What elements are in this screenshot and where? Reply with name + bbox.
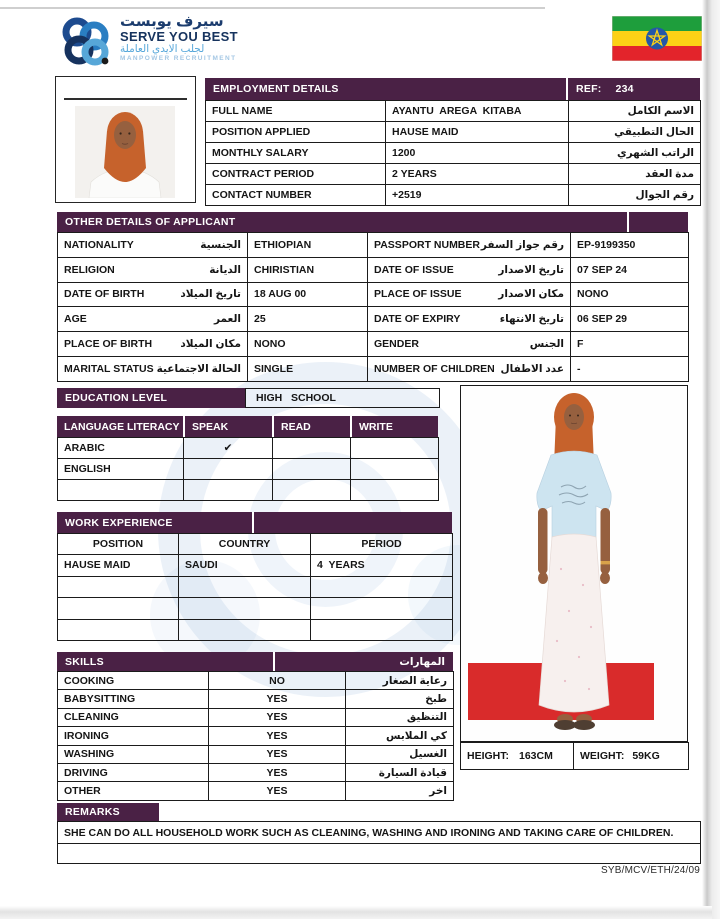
height-weight-table [460, 742, 689, 770]
skill-name-arabic: اخر [346, 782, 454, 800]
column-header: PERIOD [311, 534, 453, 555]
position-cell [58, 619, 179, 641]
weight-cell [574, 743, 689, 770]
document-code: SYB/MCV/ETH/24/09 [601, 865, 700, 876]
scan-edge-top [0, 7, 545, 9]
scan-edge-right [702, 0, 720, 919]
field-label-cell [368, 233, 571, 258]
field-label-cell [58, 282, 248, 307]
employment-details-header [205, 78, 566, 100]
country-cell [179, 598, 311, 620]
read-cell [273, 438, 351, 459]
skill-value: NO [209, 672, 346, 690]
table-row [58, 619, 453, 641]
table-row [58, 690, 454, 708]
field-label: NATIONALITY [64, 238, 134, 251]
period-cell [311, 619, 453, 641]
field-label: PLACE OF ISSUE [374, 288, 462, 301]
field-label-arabic: مكان الميلاد [180, 338, 241, 351]
field-label: CONTRACT PERIOD [206, 164, 386, 185]
remarks-empty-row [58, 844, 701, 864]
field-value: +2519 [386, 185, 569, 206]
position-cell [58, 576, 179, 598]
language-literacy-table [57, 437, 439, 501]
other-details-title: OTHER DETAILS OF APPLICANT [65, 216, 236, 228]
field-label-cell [368, 282, 571, 307]
field-label-arabic: رقم الجوال [569, 185, 701, 206]
country-cell [179, 576, 311, 598]
field-label-cell [58, 233, 248, 258]
field-label: RELIGION [64, 263, 115, 276]
table-row [58, 307, 689, 332]
table-row [206, 185, 701, 206]
table-row [58, 708, 454, 726]
skill-name-arabic: رعاية الصغار [346, 672, 454, 690]
table-row [58, 282, 689, 307]
field-label-arabic: مكان الاصدار [498, 288, 564, 301]
field-label-cell [368, 356, 571, 381]
field-value: AYANTU AREGA KITABA [386, 101, 569, 122]
speak-cell [184, 480, 273, 501]
write-cell [351, 480, 439, 501]
table-row [58, 763, 454, 781]
write-cell [351, 438, 439, 459]
language-name: ENGLISH [58, 459, 184, 480]
period-cell [311, 576, 453, 598]
field-label-arabic: الراتب الشهري [569, 143, 701, 164]
education-level-label: EDUCATION LEVEL [65, 392, 168, 404]
position-cell [58, 598, 179, 620]
education-level-header [57, 388, 245, 408]
skill-name: IRONING [58, 727, 209, 745]
country-cell: SAUDI [179, 555, 311, 577]
column-header: POSITION [58, 534, 179, 555]
employment-details-table [205, 100, 701, 206]
field-label: DATE OF ISSUE [374, 263, 454, 276]
field-label-arabic: الحال التطبيقي [569, 122, 701, 143]
skill-value: YES [209, 690, 346, 708]
field-value: ETHIOPIAN [248, 233, 368, 258]
table-row [58, 257, 689, 282]
ethiopia-flag [612, 16, 702, 61]
table-row [206, 101, 701, 122]
table-row [58, 438, 439, 459]
remarks-table [57, 821, 701, 864]
column-header: COUNTRY [179, 534, 311, 555]
work-experience-title: WORK EXPERIENCE [65, 516, 173, 529]
table-row [206, 164, 701, 185]
skill-name-arabic: طبخ [346, 690, 454, 708]
field-label-cell [58, 257, 248, 282]
header-divider [273, 652, 275, 671]
read-cell [273, 480, 351, 501]
photo-box-line [64, 98, 187, 100]
table-row [58, 822, 701, 844]
column-header: READ [272, 416, 350, 437]
table-row [58, 672, 454, 690]
logo-arabic-name: سيرف يوبست [120, 13, 224, 30]
field-value: F [571, 332, 689, 357]
table-row [461, 743, 689, 770]
ref-header [568, 78, 700, 100]
table-row [58, 745, 454, 763]
field-label: PLACE OF BIRTH [64, 338, 153, 351]
education-level-value: HIGH SCHOOL [245, 388, 440, 408]
field-label: FULL NAME [206, 101, 386, 122]
field-value: CHIRISTIAN [248, 257, 368, 282]
field-value: NONO [248, 332, 368, 357]
field-value: NONO [571, 282, 689, 307]
skills-table [57, 671, 454, 801]
ref-value: 234 [615, 83, 634, 95]
table-row [58, 356, 689, 381]
skill-value: YES [209, 745, 346, 763]
ref-label: REF: [576, 83, 602, 95]
table-header-row [58, 534, 453, 555]
remarks-text: SHE CAN DO ALL HOUSEHOLD WORK SUCH AS CLEANING, WASHING AND IRONING AND TAKING CARE OF CHILDREN. [58, 822, 701, 844]
period-cell: 4 YEARS [311, 555, 453, 577]
work-experience-table [57, 533, 453, 641]
field-value: HAUSE MAID [386, 122, 569, 143]
field-label: MARITAL STATUS [64, 362, 154, 375]
speak-checkmark: ✔ [184, 438, 273, 459]
field-label-arabic: الجنسية [200, 238, 241, 251]
field-label-arabic: تاريخ الميلاد [180, 288, 241, 301]
column-header: WRITE [350, 416, 438, 437]
field-label: CONTACT NUMBER [206, 185, 386, 206]
field-label-arabic: تاريخ الانتهاء [499, 313, 564, 326]
field-label-cell [58, 307, 248, 332]
field-label: DATE OF EXPIRY [374, 313, 461, 326]
read-cell [273, 459, 351, 480]
skill-name: COOKING [58, 672, 209, 690]
field-label: DATE OF BIRTH [64, 288, 145, 301]
country-cell [179, 619, 311, 641]
column-header: LANGUAGE LITERACY [57, 416, 183, 437]
weight-label: WEIGHT: [580, 750, 625, 762]
field-value: 18 AUG 00 [248, 282, 368, 307]
skill-value: YES [209, 782, 346, 800]
field-label: AGE [64, 313, 87, 326]
applicant-fullbody-box [460, 385, 688, 742]
skill-name-arabic: قيادة السيارة [346, 763, 454, 781]
table-row [58, 480, 439, 501]
weight-value: 59KG [632, 750, 660, 762]
field-value: - [571, 356, 689, 381]
period-cell [311, 598, 453, 620]
field-value: 2 YEARS [386, 164, 569, 185]
skill-name: CLEANING [58, 708, 209, 726]
field-value: 07 SEP 24 [571, 257, 689, 282]
skill-name-arabic: الغسيل [346, 745, 454, 763]
position-cell: HAUSE MAID [58, 555, 179, 577]
skill-name-arabic: كي الملابس [346, 727, 454, 745]
skill-name-arabic: التنظيق [346, 708, 454, 726]
column-header: SPEAK [183, 416, 272, 437]
skills-title-arabic: المهارات [399, 655, 445, 668]
field-label-arabic: الحالة الاجتماعية [156, 362, 241, 375]
field-label-cell [368, 332, 571, 357]
header-divider [627, 212, 629, 232]
skill-value: YES [209, 708, 346, 726]
skill-name: OTHER [58, 782, 209, 800]
field-label-cell [58, 356, 248, 381]
table-row [206, 122, 701, 143]
remarks-title: REMARKS [65, 806, 120, 818]
scan-edge-bottom [0, 906, 712, 919]
field-label-arabic: العمر [213, 313, 241, 326]
field-label-cell [368, 257, 571, 282]
height-value: 163CM [519, 750, 553, 762]
field-label-cell [368, 307, 571, 332]
table-row [58, 332, 689, 357]
field-label-arabic: الديانة [209, 263, 241, 276]
applicant-portrait-box [55, 76, 196, 203]
skill-name: BABYSITTING [58, 690, 209, 708]
language-name: ARABIC [58, 438, 184, 459]
field-label-arabic: رقم جواز السفر [480, 238, 564, 251]
height-cell [461, 743, 574, 770]
work-experience-header [57, 512, 452, 533]
table-row [58, 782, 454, 800]
field-label: MONTHLY SALARY [206, 143, 386, 164]
logo-name: SERVE YOU BEST [120, 28, 238, 44]
table-row [206, 143, 701, 164]
serve-you-best-logo-text [120, 14, 238, 63]
skill-value: YES [209, 763, 346, 781]
language-name [58, 480, 184, 501]
field-label-arabic: الاسم الكامل [569, 101, 701, 122]
field-label: PASSPORT NUMBER [374, 238, 480, 251]
logo-tagline: MANPOWER RECRUITMENT [120, 55, 237, 63]
field-label-cell [58, 332, 248, 357]
speak-cell [184, 459, 273, 480]
field-value: SINGLE [248, 356, 368, 381]
table-row [58, 459, 439, 480]
applicant-fullbody-photo [499, 389, 649, 737]
skill-name: WASHING [58, 745, 209, 763]
field-label: GENDER [374, 338, 419, 351]
field-label-arabic: مدة العقد [569, 164, 701, 185]
field-value: 06 SEP 29 [571, 307, 689, 332]
skills-title: SKILLS [65, 655, 104, 668]
table-row [58, 844, 701, 864]
other-details-header [57, 212, 688, 232]
remarks-header [57, 803, 159, 821]
employment-details-title: EMPLOYMENT DETAILS [213, 83, 339, 95]
language-literacy-header [57, 416, 438, 437]
header-divider [252, 512, 254, 533]
skill-value: YES [209, 727, 346, 745]
serve-you-best-logo-icon [56, 13, 116, 71]
field-value: 1200 [386, 143, 569, 164]
applicant-portrait-photo [75, 106, 175, 198]
field-label: NUMBER OF CHILDREN [374, 362, 495, 375]
field-label: POSITION APPLIED [206, 122, 386, 143]
skills-header [57, 652, 453, 671]
logo-arabic-tagline: لجلب الايدي العاملة [120, 43, 205, 56]
table-row [58, 598, 453, 620]
field-value: EP-9199350 [571, 233, 689, 258]
table-row [58, 555, 453, 577]
height-label: HEIGHT: [467, 750, 509, 762]
field-label-arabic: تاريخ الاصدار [498, 263, 564, 276]
table-row [58, 727, 454, 745]
field-label-arabic: عدد الاطفال [500, 362, 564, 375]
skill-name: DRIVING [58, 763, 209, 781]
field-label-arabic: الجنس [529, 338, 564, 351]
table-row [58, 233, 689, 258]
other-details-table [57, 232, 689, 382]
table-row [58, 576, 453, 598]
field-value: 25 [248, 307, 368, 332]
write-cell [351, 459, 439, 480]
